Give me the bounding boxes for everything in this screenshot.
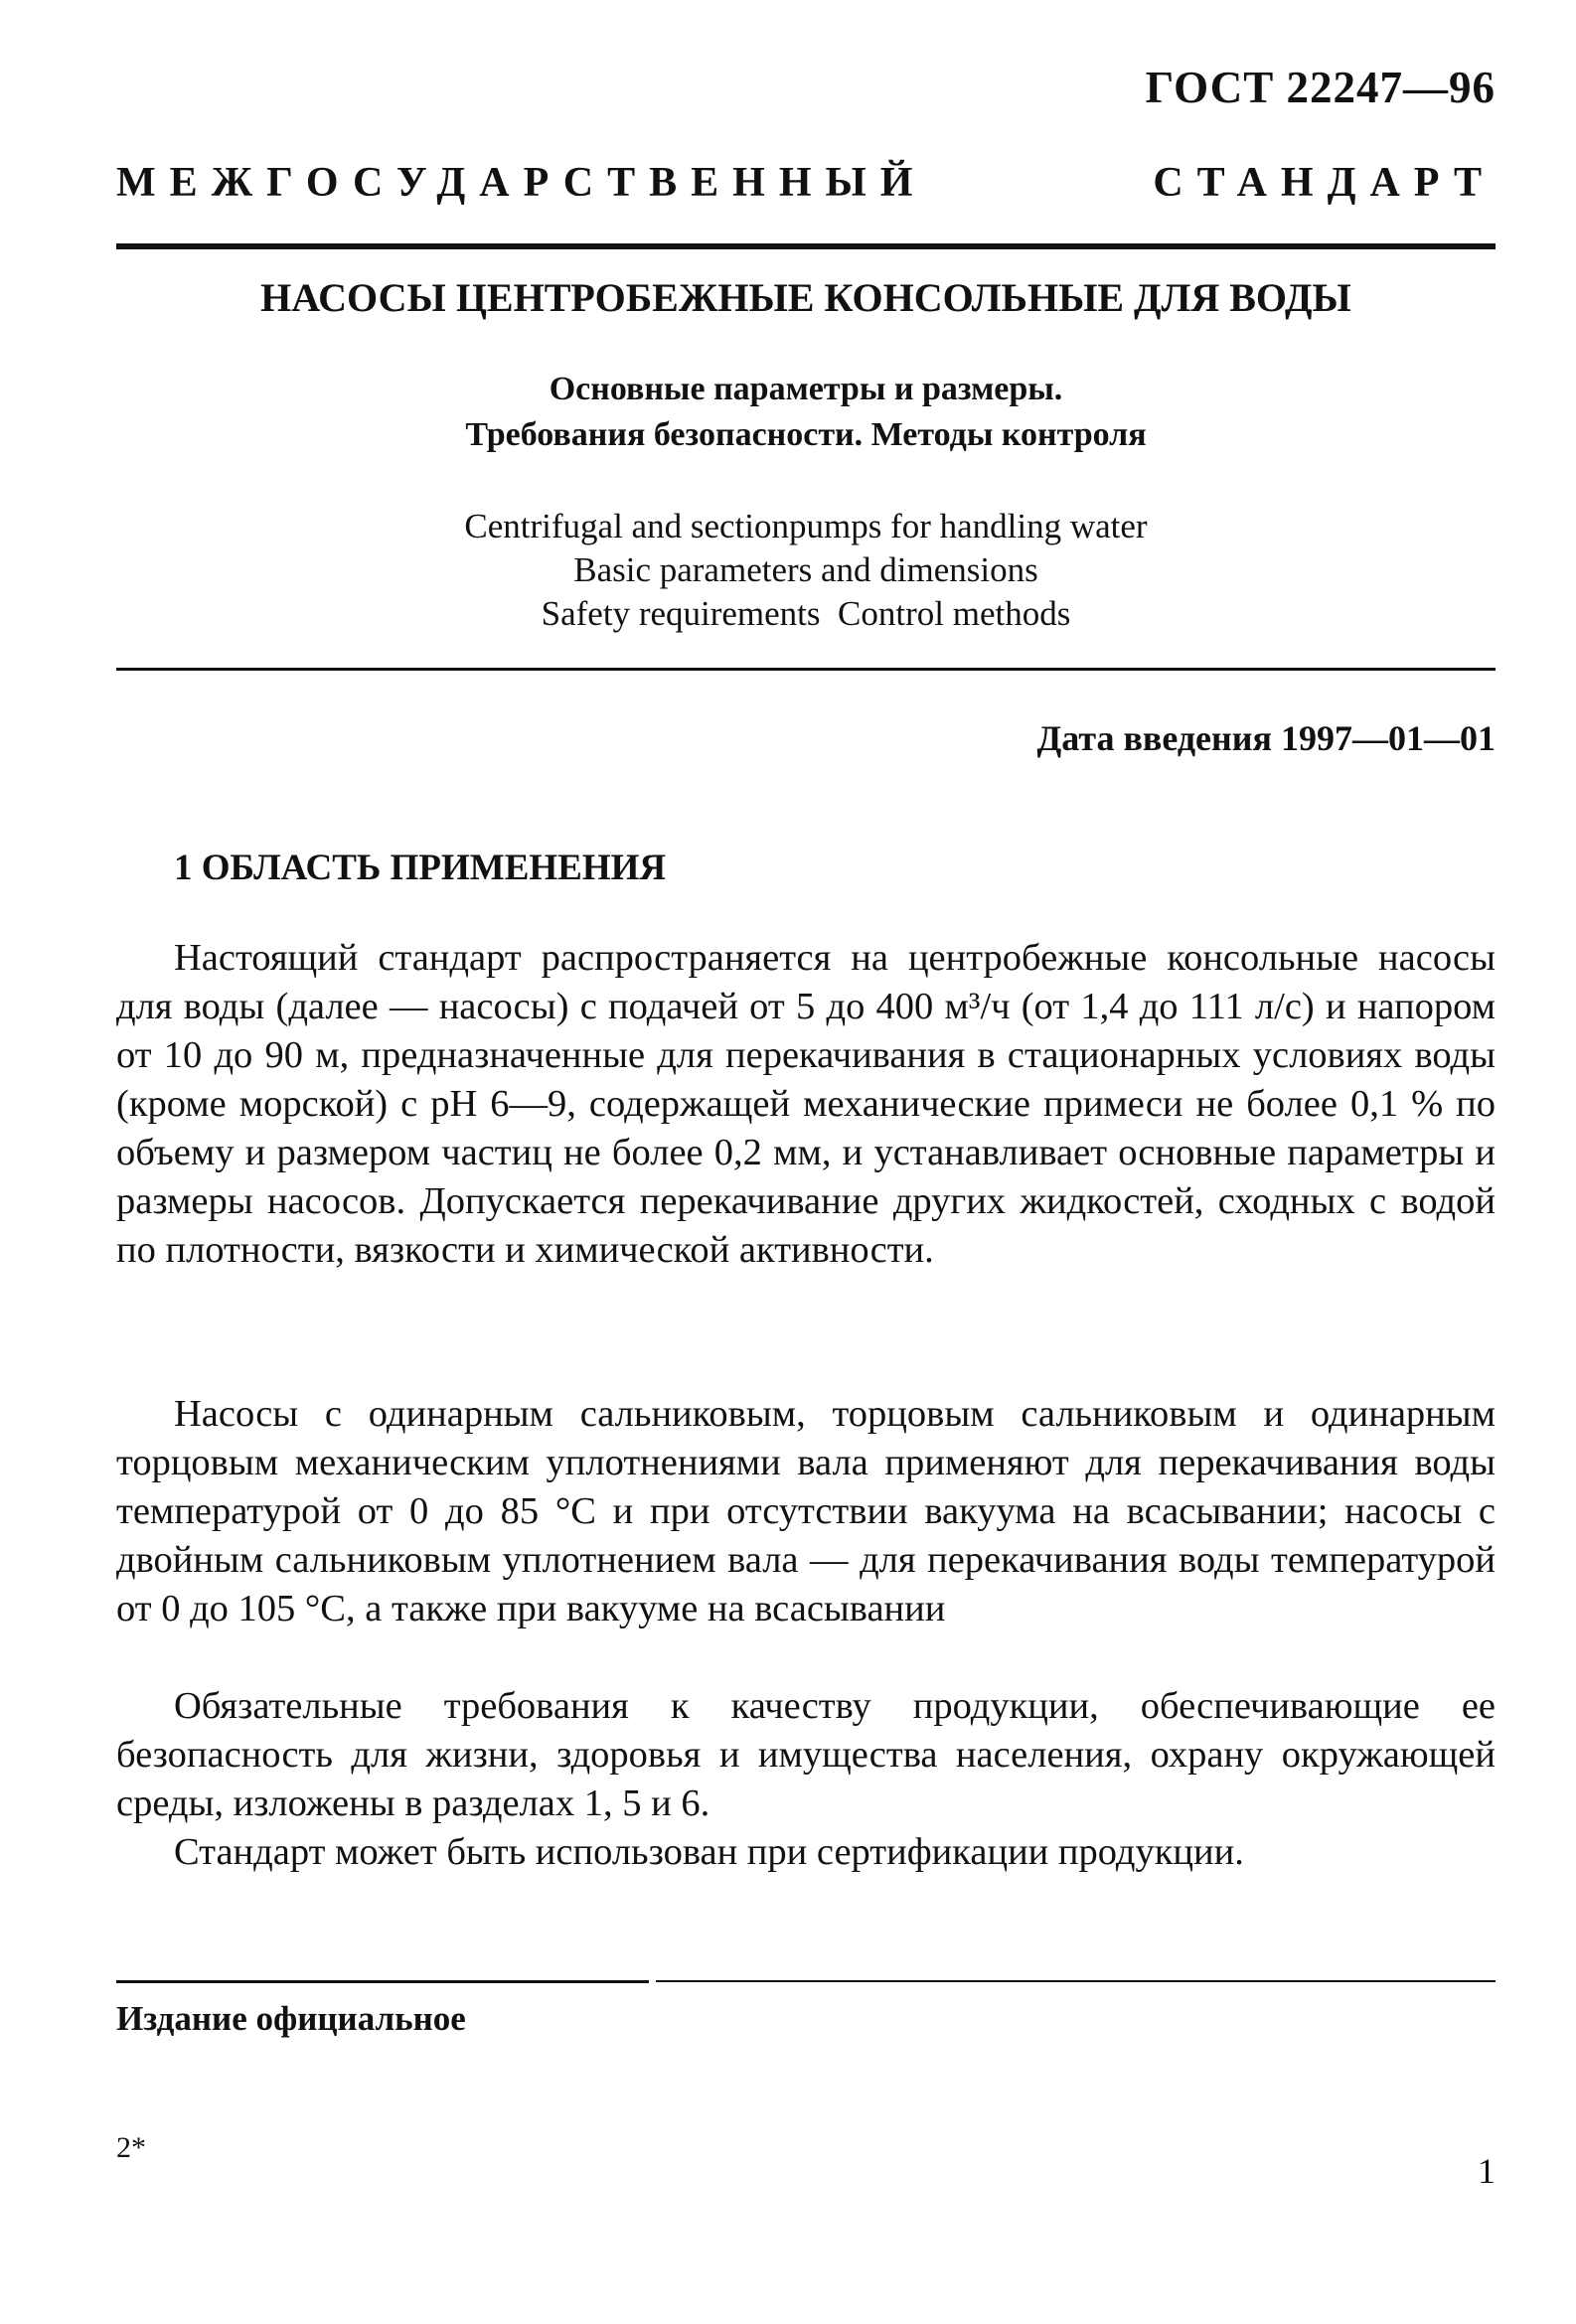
paragraph: Обязательные требования к качеству продукции, обеспечивающие ее безопасность для жизни, здоровья и имущества населения, охрану окружающей среды, изложены в разделах 1, 5 и 6.	[116, 1685, 1496, 1824]
english-title-line-1: Centrifugal and sectionpumps for handling water	[464, 507, 1148, 545]
footer-divider	[116, 1980, 649, 1983]
subtitle-line-2: Требования безопасности. Методы контроля	[465, 416, 1147, 453]
paragraph: Настоящий стандарт распространяется на центробежные консольные насосы для воды (далее — насосы) с подачей от 5 до 400 м³/ч (от 1,4 до 111 л/с) и напором от 10 до 90 м, предназначенные для перекачивания в стационарных условиях воды (кроме морской) с pH 6—9, содержащей механические примеси не более 0,1 % по объему и размером частиц не более 0,2 мм, и устанавливает основные параметры и размеры насосов. Допускается перекачивание других жидкостей, сходных с водой по плотности, вязкости и химической активности.	[116, 937, 1496, 1271]
interstate-standard-label	[116, 159, 1496, 207]
sheet-mark: 2*	[116, 2131, 146, 2164]
page-number: 1	[1478, 2151, 1496, 2191]
introduction-date: Дата введения 1997—01—01	[1036, 718, 1496, 758]
paragraph: Насосы с одинарным сальниковым, торцовым сальниковым и одинарным торцовым механическим уплотнениями вала применяют для перекачивания воды температурой от 0 до 85 °С и при отсутствии вакуума на всасывании; насосы с двойным сальниковым уплотнением вала — для перекачивания воды температурой от 0 до 105 °С, а также при вакууме на всасывании	[116, 1393, 1496, 1629]
document-number: ГОСТ 22247—96	[1145, 63, 1496, 112]
edition-label: Издание официальное	[116, 1999, 466, 2038]
english-title-line-2: Basic parameters and dimensions	[573, 550, 1038, 589]
document-title: НАСОСЫ ЦЕНТРОБЕЖНЫЕ КОНСОЛЬНЫЕ ДЛЯ ВОДЫ	[260, 275, 1351, 320]
subtitle-line-1: Основные параметры и размеры.	[549, 371, 1063, 407]
section-heading: 1 ОБЛАСТЬ ПРИМЕНЕНИЯ	[174, 848, 667, 888]
standard-word: СТАНДАРТ	[1153, 160, 1496, 206]
header-divider	[116, 243, 1496, 249]
interstate-word: МЕЖГОСУДАРСТВЕННЫЙ	[116, 160, 927, 206]
footer-divider-extension	[656, 1980, 1496, 1982]
paragraph: Стандарт может быть использован при сертификации продукции.	[174, 1831, 1244, 1873]
title-divider	[116, 668, 1496, 671]
english-title-line-3: Safety requirements Control methods	[541, 594, 1071, 633]
